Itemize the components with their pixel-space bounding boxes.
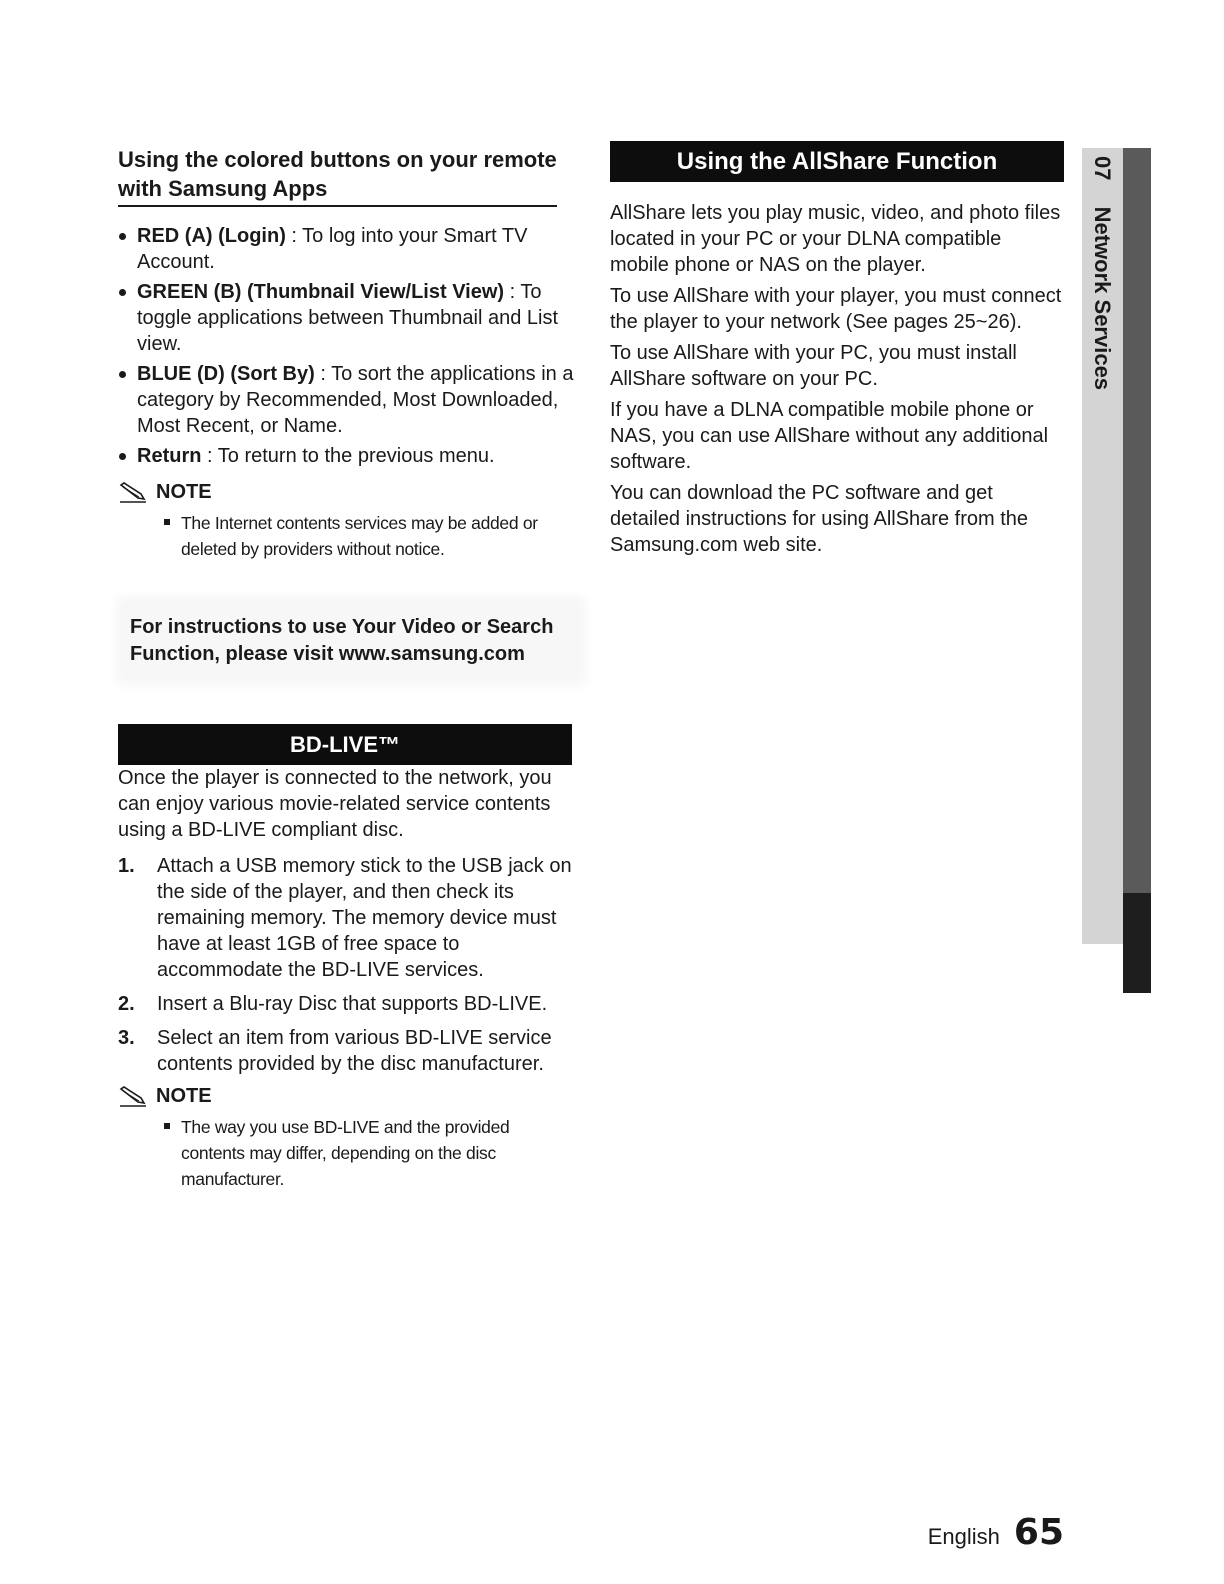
pencil-note-icon	[118, 482, 148, 504]
button-description: : To sort the applications in a category by Recommended, Most Downloaded, Most Recent, or Name.	[137, 363, 574, 437]
bd-live-steps	[118, 853, 574, 1077]
chapter-side-tab	[1082, 148, 1151, 944]
right-column	[610, 141, 1062, 563]
side-tab-label	[1087, 156, 1117, 526]
button-description: : To return to the previous menu.	[201, 445, 495, 467]
apps-buttons-heading	[118, 145, 557, 207]
allshare-paragraph: To use AllShare with your player, you must connect the player to your network (See pages 25~26).	[610, 285, 1062, 333]
button-label: Return	[137, 445, 202, 467]
button-description: : To toggle applications between Thumbnail and List view.	[137, 281, 559, 355]
button-label: RED (A) (Login)	[137, 225, 286, 247]
allshare-paragraph: AllShare lets you play music, video, and photo files located in your PC or your DLNA compatible mobile phone or NAS on the player.	[610, 202, 1061, 276]
page-number: 65	[1013, 1512, 1064, 1553]
side-tab-marker	[1123, 893, 1151, 993]
list-item	[118, 279, 574, 357]
list-item	[118, 361, 574, 439]
step-number: 1.	[118, 855, 135, 877]
button-description: : To log into your Smart TV Account.	[137, 225, 528, 273]
allshare-paragraph: You can download the PC software and get detailed instructions for using AllShare from the Samsung.com web site.	[610, 482, 1028, 556]
bd-live-intro: Once the player is connected to the network, you can enjoy various movie-related service contents using a BD-LIVE compliant disc.	[118, 767, 552, 841]
step-item	[118, 853, 574, 983]
allshare-body	[610, 200, 1062, 558]
chapter-name: Network Services	[1090, 206, 1115, 391]
left-column	[118, 145, 574, 1192]
apps-heading-line-1: Using the colored buttons on your remote	[118, 147, 557, 172]
note-heading	[118, 481, 574, 504]
step-text: Insert a Blu-ray Disc that supports BD-LIVE.	[157, 993, 548, 1015]
note-title: NOTE	[156, 481, 212, 503]
note-title: NOTE	[156, 1085, 212, 1107]
list-item	[118, 223, 574, 275]
callout-line-2: Function, please visit www.samsung.com	[130, 643, 525, 665]
allshare-paragraph: If you have a DLNA compatible mobile phone or NAS, you can use AllShare without any additional software.	[610, 399, 1049, 473]
step-item	[118, 1025, 574, 1077]
allshare-section-title: Using the AllShare Function	[610, 141, 1064, 182]
note-list	[118, 510, 574, 562]
button-label: GREEN (B) (Thumbnail View/List View)	[137, 281, 505, 303]
callout-line-1: For instructions to use Your Video or Search	[130, 616, 554, 638]
bd-live-section-title: BD-LIVE™	[118, 724, 572, 765]
step-number: 3.	[118, 1027, 135, 1049]
note-heading	[118, 1085, 574, 1108]
footer-language: English	[927, 1524, 1000, 1549]
note-list	[118, 1114, 574, 1192]
step-item	[118, 991, 574, 1017]
list-item	[118, 443, 574, 469]
allshare-paragraph: To use AllShare with your PC, you must install AllShare software on your PC.	[610, 342, 1017, 390]
side-tab-dark-strip	[1123, 148, 1151, 944]
color-button-list	[118, 223, 574, 469]
button-label: BLUE (D) (Sort By)	[137, 363, 315, 385]
instructions-callout	[122, 602, 580, 680]
chapter-number: 07	[1090, 156, 1115, 181]
note-item: The Internet contents services may be added or deleted by providers without notice.	[164, 510, 574, 562]
note-item: The way you use BD-LIVE and the provided contents may differ, depending on the disc manufacturer.	[164, 1114, 574, 1192]
page-footer	[928, 1512, 1064, 1553]
pencil-note-icon	[118, 1086, 148, 1108]
step-text: Attach a USB memory stick to the USB jack on the side of the player, and then check its remaining memory. The memory device must have at least 1GB of free space to accommodate the BD-LIVE services.	[157, 855, 572, 981]
step-number: 2.	[118, 993, 135, 1015]
apps-heading-line-2: with Samsung Apps	[118, 176, 328, 201]
step-text: Select an item from various BD-LIVE service contents provided by the disc manufacturer.	[157, 1027, 552, 1075]
